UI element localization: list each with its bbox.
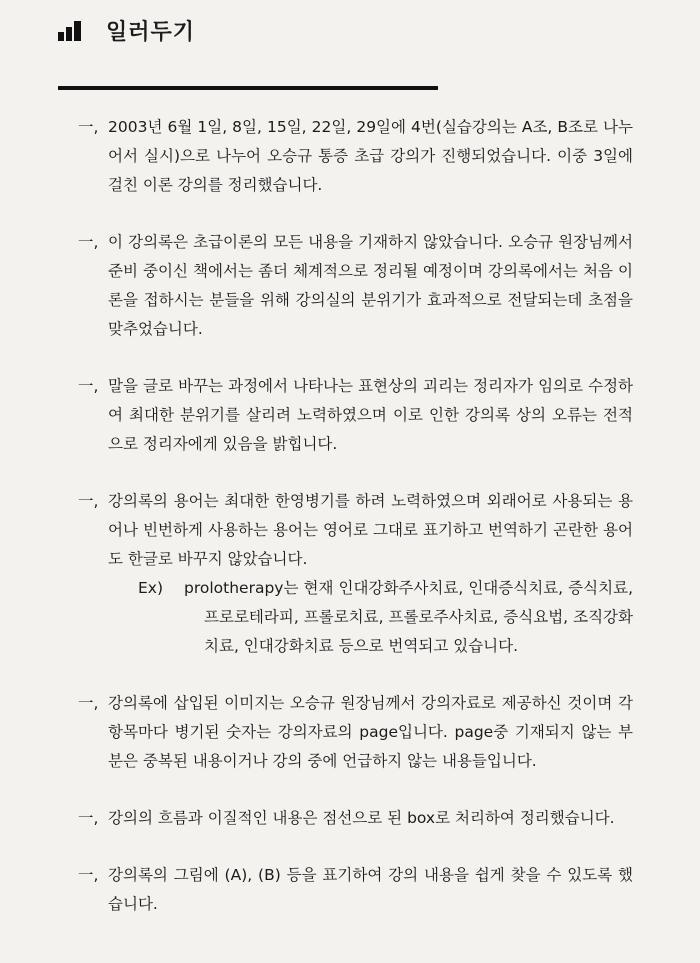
note-text: 강의록의 용어는 최대한 한영병기를 하려 노력하였으며 외래어로 사용되는 용어나 빈번하게 사용하는 용어는 영어로 그대로 표기하고 번역하기 곤란한 용어도 한글로 바꾸지 않았습니다. — [108, 492, 633, 568]
note-item — [78, 861, 633, 919]
dash-marker: 一, — [78, 866, 99, 884]
note-item — [78, 372, 633, 459]
section-header — [58, 10, 195, 50]
example-block — [138, 574, 633, 661]
dash-marker: 一, — [78, 233, 99, 251]
note-text: 강의의 흐름과 이질적인 내용은 점선으로 된 box로 처리하여 정리했습니다. — [108, 809, 615, 827]
dash-marker: 一, — [78, 809, 99, 827]
note-text: 이 강의록은 초급이론의 모든 내용을 기재하지 않았습니다. 오승규 원장님께서 준비 중이신 책에서는 좀더 체계적으로 정리될 예정이며 강의록에서는 처음 이론을 접하시는 분들을 위해 강의실의 분위기가 효과적으로 전달되는데 초점을 맞추었습니다. — [108, 233, 633, 338]
dash-marker: 一, — [78, 492, 99, 510]
page-title: 일러두기 — [106, 19, 196, 45]
note-text: 2003년 6월 1일, 8일, 15일, 22일, 29일에 4번(실습강의는 A조, B조로 나누어서 실시)으로 나누어 오승규 통증 초급 강의가 진행되었습니다. 이중 3일에 걸친 이론 강의를 정리했습니다. — [108, 118, 633, 194]
note-item — [78, 113, 633, 200]
note-item — [78, 804, 633, 833]
note-item — [78, 228, 633, 344]
note-text: 강의록에 삽입된 이미지는 오승규 원장님께서 강의자료로 제공하신 것이며 각 항목마다 병기된 숫자는 강의자료의 page입니다. page중 기재되지 않는 부분은 중복된 내용이거나 강의 중에 언급하지 않는 내용들입니다. — [108, 694, 633, 770]
note-text: 강의록의 그림에 (A), (B) 등을 표기하여 강의 내용을 쉽게 찾을 수 있도록 했습니다. — [108, 866, 633, 913]
dash-marker: 一, — [78, 377, 99, 395]
dash-marker: 一, — [78, 694, 99, 712]
note-item — [78, 487, 633, 661]
example-text: prolotherapy는 현재 인대강화주사치료, 인대증식치료, 증식치료, 프로로테라피, 프롤로치료, 프롤로주사치료, 증식요법, 조직강화치료, 인대강화치료 등으로 번역되고 있습니다. — [184, 579, 633, 655]
notes-list — [78, 113, 633, 947]
title-underline — [58, 86, 438, 90]
example-prefix: Ex) — [138, 579, 164, 597]
bar-chart-icon — [58, 19, 84, 41]
note-item — [78, 689, 633, 776]
note-text: 말을 글로 바꾸는 과정에서 나타나는 표현상의 괴리는 정리자가 임의로 수정하여 최대한 분위기를 살리려 노력하였으며 이로 인한 강의록 상의 오류는 전적으로 정리자에게 있음을 밝힙니다. — [108, 377, 633, 453]
dash-marker: 一, — [78, 118, 99, 136]
